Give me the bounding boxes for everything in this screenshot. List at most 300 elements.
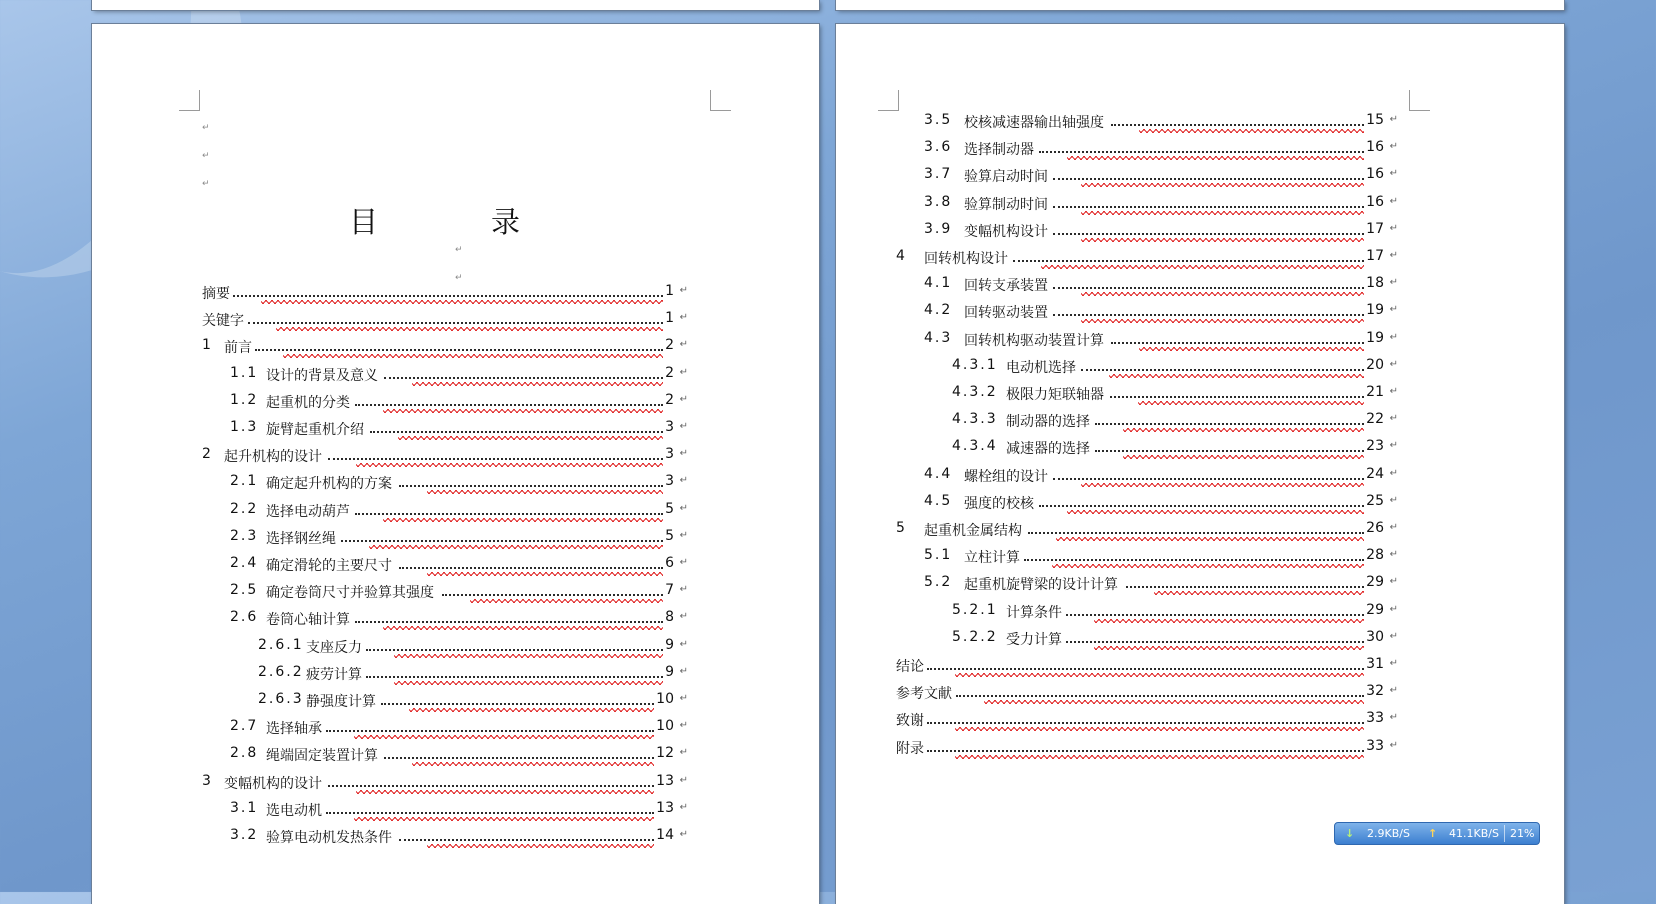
spellcheck-underline bbox=[394, 654, 663, 658]
toc-leader-dots bbox=[399, 831, 655, 841]
previous-page-right bbox=[836, 0, 1564, 10]
toc-entry[interactable] bbox=[896, 248, 1398, 268]
toc-entry-title: 立柱计算 bbox=[964, 550, 1020, 567]
toc-leader-dots bbox=[341, 532, 664, 542]
toc-entry[interactable] bbox=[230, 800, 688, 820]
toc-entry-title: 设计的背景及意义 bbox=[266, 367, 378, 384]
paragraph-mark: ↵ bbox=[1389, 386, 1398, 397]
spellcheck-underline bbox=[427, 844, 655, 848]
spellcheck-underline bbox=[1139, 129, 1364, 133]
paragraph-mark: ↵ bbox=[679, 720, 688, 732]
toc-entry-number: 3.1 bbox=[230, 799, 259, 816]
paragraph-mark: ↵ bbox=[679, 801, 688, 813]
paragraph-mark: ↵ bbox=[1389, 522, 1398, 533]
spellcheck-underline bbox=[1067, 156, 1365, 160]
toc-leader-dots bbox=[1053, 198, 1364, 208]
paragraph-mark: ↵ bbox=[455, 245, 463, 255]
toc-entry-number: 2.6 bbox=[230, 609, 259, 626]
toc-page-number: 3 bbox=[665, 419, 674, 435]
spellcheck-underline bbox=[412, 762, 654, 766]
toc-page-number: 13 bbox=[656, 772, 674, 789]
toc-entry[interactable] bbox=[924, 221, 1398, 241]
toc-entry[interactable] bbox=[896, 710, 1398, 730]
toc-page-number: 14 bbox=[656, 827, 674, 843]
spellcheck-underline bbox=[394, 681, 663, 685]
toc-leader-dots bbox=[399, 559, 664, 569]
paragraph-mark: ↵ bbox=[1389, 358, 1398, 370]
toc-entry[interactable] bbox=[258, 637, 688, 657]
spellcheck-underline bbox=[955, 673, 1364, 677]
toc-entry-number: 4.3 bbox=[924, 329, 953, 346]
spellcheck-underline bbox=[1041, 265, 1364, 269]
toc-entry-number: 4.3.1 bbox=[952, 356, 998, 373]
toc-leader-dots bbox=[1053, 279, 1364, 289]
toc-entry[interactable] bbox=[230, 582, 688, 602]
toc-leader-dots bbox=[927, 714, 1364, 724]
paragraph-mark: ↵ bbox=[679, 584, 688, 596]
spellcheck-underline bbox=[1081, 183, 1364, 187]
toc-entry[interactable] bbox=[202, 773, 688, 793]
spellcheck-underline bbox=[1081, 483, 1364, 487]
toc-leader-dots bbox=[384, 749, 654, 759]
toc-leader-dots bbox=[442, 586, 663, 596]
toc-page-number: 31 bbox=[1366, 656, 1384, 672]
toc-entry-title: 起重机金属结构 bbox=[924, 523, 1022, 539]
toc-page-number: 12 bbox=[656, 745, 674, 762]
toc-leader-dots bbox=[1095, 415, 1364, 425]
paragraph-mark: ↵ bbox=[679, 665, 688, 677]
toc-entry-title: 回转支承装置 bbox=[964, 278, 1048, 295]
toc-leader-dots bbox=[366, 668, 663, 678]
toc-entry[interactable] bbox=[924, 139, 1398, 159]
paragraph-mark: ↵ bbox=[679, 393, 688, 405]
toc-page-number: 7 bbox=[665, 582, 674, 599]
toc-leader-dots bbox=[1110, 388, 1365, 398]
spellcheck-underline bbox=[1081, 319, 1364, 323]
toc-entry-number: 3.5 bbox=[924, 112, 953, 128]
toc-leader-dots bbox=[355, 613, 663, 623]
toc-page-number: 6 bbox=[665, 555, 674, 571]
paragraph-mark: ↵ bbox=[679, 693, 688, 704]
toc-entry[interactable] bbox=[230, 392, 688, 412]
paragraph-mark: ↵ bbox=[1389, 413, 1398, 425]
paragraph-mark: ↵ bbox=[1389, 576, 1398, 588]
toc-entry-title: 摘要 bbox=[202, 286, 230, 302]
spellcheck-underline bbox=[409, 708, 655, 712]
spellcheck-underline bbox=[383, 518, 663, 522]
toc-entry-number: 2.7 bbox=[230, 718, 259, 735]
paragraph-mark: ↵ bbox=[679, 475, 688, 487]
toc-entry-number: 4.5 bbox=[924, 492, 953, 509]
toc-entry[interactable] bbox=[896, 656, 1398, 676]
paragraph-mark: ↵ bbox=[679, 611, 688, 623]
toc-leader-dots bbox=[366, 641, 663, 651]
toc-entry[interactable] bbox=[258, 691, 688, 711]
toc-page-number: 16 bbox=[1366, 139, 1384, 156]
paragraph-mark: ↵ bbox=[679, 421, 688, 432]
toc-entry[interactable] bbox=[952, 357, 1398, 377]
paragraph-mark: ↵ bbox=[1389, 250, 1398, 261]
toc-entry[interactable] bbox=[924, 194, 1398, 214]
toc-entry[interactable] bbox=[952, 384, 1398, 404]
toc-entry[interactable] bbox=[230, 473, 688, 493]
spellcheck-underline bbox=[955, 727, 1364, 731]
paragraph-mark: ↵ bbox=[1389, 277, 1398, 289]
toc-page-number: 21 bbox=[1366, 384, 1384, 400]
toc-page-number: 24 bbox=[1366, 465, 1384, 482]
toc-entry-number: 2 bbox=[202, 446, 213, 463]
divider bbox=[1504, 825, 1505, 842]
toc-entry-number: 4.3.3 bbox=[952, 411, 998, 428]
paragraph-mark: ↵ bbox=[679, 502, 688, 514]
toc-heading: 目 录 bbox=[348, 205, 562, 239]
toc-entry-title: 验算制动时间 bbox=[964, 196, 1048, 213]
toc-page-number: 29 bbox=[1366, 601, 1384, 618]
toc-page-number: 2 bbox=[665, 364, 674, 381]
toc-entry-title: 强度的校核 bbox=[964, 495, 1034, 512]
toc-entry-number: 4.3.2 bbox=[952, 384, 998, 400]
toc-entry-title: 绳端固定装置计算 bbox=[266, 748, 378, 765]
toc-entry[interactable] bbox=[230, 827, 688, 847]
spellcheck-underline bbox=[398, 436, 664, 440]
toc-leader-dots bbox=[1053, 306, 1364, 316]
toc-entry-number: 5 bbox=[896, 520, 907, 536]
toc-entry-title: 变幅机构设计 bbox=[964, 223, 1048, 240]
toc-entry-title: 确定起升机构的方案 bbox=[266, 476, 392, 493]
toc-entry-title: 回转驱动装置 bbox=[964, 305, 1048, 322]
paragraph-mark: ↵ bbox=[202, 151, 210, 161]
paragraph-mark: ↵ bbox=[1389, 304, 1398, 316]
document-page-left[interactable] bbox=[92, 24, 819, 904]
toc-page-number: 1 bbox=[665, 283, 674, 299]
toc-page-number: 13 bbox=[656, 799, 674, 816]
paragraph-mark: ↵ bbox=[1389, 494, 1398, 506]
paragraph-mark: ↵ bbox=[679, 638, 688, 650]
toc-entry[interactable] bbox=[952, 411, 1398, 431]
arrow-down-icon: ↓ bbox=[1345, 827, 1355, 840]
toc-page-number: 10 bbox=[656, 691, 674, 707]
spellcheck-underline bbox=[1081, 211, 1364, 215]
toc-entry-title: 参考文献 bbox=[896, 686, 952, 703]
toc-entry-number: 4.1 bbox=[924, 275, 953, 292]
paragraph-mark: ↵ bbox=[1389, 549, 1398, 561]
toc-entry-title: 制动器的选择 bbox=[1006, 414, 1090, 431]
toc-page-number: 32 bbox=[1366, 683, 1384, 700]
toc-entry-number: 3.6 bbox=[924, 139, 953, 156]
toc-page-number: 26 bbox=[1366, 520, 1384, 536]
toc-entry-title: 变幅机构的设计 bbox=[224, 775, 322, 792]
spellcheck-underline bbox=[1139, 347, 1364, 351]
paragraph-mark: ↵ bbox=[1389, 168, 1398, 180]
toc-leader-dots bbox=[399, 477, 664, 487]
toc-entry[interactable] bbox=[924, 275, 1398, 295]
arrow-up-icon: ↑ bbox=[1428, 827, 1438, 840]
spellcheck-underline bbox=[1081, 292, 1364, 296]
toc-entry[interactable] bbox=[924, 166, 1398, 186]
toc-page-number: 18 bbox=[1366, 275, 1384, 292]
spellcheck-underline bbox=[1123, 428, 1364, 432]
toc-entry-title: 致谢 bbox=[896, 713, 924, 730]
toc-entry[interactable] bbox=[896, 683, 1398, 703]
toc-entry[interactable] bbox=[202, 337, 688, 357]
toc-leader-dots bbox=[1081, 361, 1365, 371]
toc-entry-number: 3 bbox=[202, 772, 213, 789]
toc-entry-title: 前言 bbox=[224, 340, 252, 357]
toc-entry-title: 支座反力 bbox=[306, 639, 362, 656]
paragraph-mark: ↵ bbox=[1389, 195, 1398, 207]
toc-entry-title: 校核减速器输出轴强度 bbox=[964, 115, 1104, 131]
download-speed: 2.9KB/S bbox=[1367, 827, 1410, 840]
toc-page-number: 5 bbox=[665, 527, 674, 544]
toc-page-number: 19 bbox=[1366, 302, 1384, 319]
toc-entry-number: 4.2 bbox=[924, 302, 953, 319]
crop-mark-top-left bbox=[179, 90, 200, 111]
toc-leader-dots bbox=[1066, 633, 1364, 643]
toc-entry[interactable] bbox=[924, 466, 1398, 486]
toc-entry-title: 起重机旋臂梁的设计计算 bbox=[964, 577, 1118, 594]
previous-page-left bbox=[92, 0, 819, 10]
toc-page-number: 23 bbox=[1366, 438, 1384, 455]
paragraph-mark: ↵ bbox=[679, 312, 688, 324]
toc-entry-number: 2.8 bbox=[230, 745, 259, 762]
toc-entry-title: 关键字 bbox=[202, 313, 244, 330]
toc-leader-dots bbox=[1111, 334, 1364, 344]
toc-page-number: 28 bbox=[1366, 547, 1384, 564]
toc-entry[interactable] bbox=[952, 602, 1398, 622]
toc-leader-dots bbox=[248, 314, 664, 324]
toc-entry[interactable] bbox=[924, 574, 1398, 594]
toc-entry-number: 1.3 bbox=[230, 419, 259, 435]
paragraph-mark: ↵ bbox=[1389, 222, 1398, 234]
spellcheck-underline bbox=[261, 300, 663, 304]
paragraph-mark: ↵ bbox=[1389, 712, 1398, 724]
spellcheck-underline bbox=[427, 572, 664, 576]
toc-page-number: 29 bbox=[1366, 574, 1384, 591]
toc-entry-number: 5.2 bbox=[924, 574, 953, 591]
toc-page-number: 15 bbox=[1366, 112, 1384, 128]
toc-page-number: 10 bbox=[656, 718, 674, 735]
toc-entry-number: 2.6.2 bbox=[258, 663, 304, 680]
toc-entry-title: 减速器的选择 bbox=[1006, 441, 1090, 458]
toc-entry[interactable] bbox=[924, 493, 1398, 513]
toc-leader-dots bbox=[927, 742, 1364, 752]
toc-leader-dots bbox=[384, 369, 663, 379]
toc-page-number: 16 bbox=[1366, 193, 1384, 210]
toc-page-number: 8 bbox=[665, 609, 674, 626]
paragraph-mark: ↵ bbox=[1389, 630, 1398, 642]
spellcheck-underline bbox=[427, 490, 664, 494]
toc-entry-title: 确定滑轮的主要尺寸 bbox=[266, 558, 392, 574]
toc-entry-number: 2.6.3 bbox=[258, 691, 304, 707]
toc-entry-number: 3.2 bbox=[230, 827, 259, 843]
spellcheck-underline bbox=[383, 626, 663, 630]
toc-page-number: 33 bbox=[1366, 710, 1384, 727]
toc-page-number: 1 bbox=[665, 310, 674, 327]
toc-entry[interactable] bbox=[952, 438, 1398, 458]
toc-leader-dots bbox=[927, 660, 1364, 670]
paragraph-mark: ↵ bbox=[1389, 440, 1398, 452]
toc-entry-title: 起重机的分类 bbox=[266, 394, 350, 411]
toc-entry-number: 2.1 bbox=[230, 473, 259, 490]
toc-entry-number: 3.8 bbox=[924, 193, 953, 210]
toc-entry-title: 电动机选择 bbox=[1006, 359, 1076, 376]
toc-page-number: 22 bbox=[1366, 411, 1384, 428]
toc-entry-title: 极限力矩联轴器 bbox=[1006, 387, 1104, 403]
toc-page-number: 3 bbox=[665, 473, 674, 490]
paragraph-mark: ↵ bbox=[679, 448, 688, 460]
paragraph-mark: ↵ bbox=[679, 285, 688, 296]
spellcheck-underline bbox=[369, 545, 664, 549]
toc-leader-dots bbox=[1053, 225, 1364, 235]
toc-leader-dots bbox=[328, 777, 655, 787]
toc-entry-number: 2.4 bbox=[230, 555, 259, 571]
toc-entry-number: 1 bbox=[202, 337, 213, 354]
document-page-right[interactable] bbox=[836, 24, 1564, 904]
toc-entry-number: 2.6.1 bbox=[258, 636, 304, 653]
spellcheck-underline bbox=[984, 700, 1364, 704]
toc-entry-number: 5.1 bbox=[924, 547, 953, 564]
toc-entry-number: 4.3.4 bbox=[952, 438, 998, 455]
toc-entry[interactable] bbox=[230, 365, 688, 385]
toc-leader-dots bbox=[1024, 551, 1364, 561]
toc-leader-dots bbox=[381, 695, 655, 705]
toc-leader-dots bbox=[233, 287, 663, 297]
toc-entry[interactable] bbox=[230, 609, 688, 629]
toc-page-number: 33 bbox=[1366, 737, 1384, 754]
toc-entry-number: 4 bbox=[896, 248, 907, 264]
usage-percent: 21% bbox=[1510, 827, 1535, 840]
toc-entry[interactable] bbox=[924, 302, 1398, 322]
spellcheck-underline bbox=[1094, 619, 1364, 623]
toc-entry-number: 1.1 bbox=[230, 364, 259, 381]
upload-speed: 41.1KB/S bbox=[1449, 827, 1499, 840]
toc-entry-title: 附录 bbox=[896, 740, 924, 757]
toc-entry-title: 选择制动器 bbox=[964, 142, 1034, 159]
toc-entry[interactable] bbox=[230, 528, 688, 548]
toc-page-number: 5 bbox=[665, 500, 674, 517]
crop-mark-top-right bbox=[1409, 90, 1430, 111]
toc-entry[interactable] bbox=[952, 629, 1398, 649]
spellcheck-underline bbox=[470, 599, 663, 603]
toc-entry-number: 5.2.1 bbox=[952, 601, 998, 618]
spellcheck-underline bbox=[1123, 455, 1364, 459]
toc-leader-dots bbox=[355, 396, 663, 406]
paragraph-mark: ↵ bbox=[679, 339, 688, 351]
spellcheck-underline bbox=[356, 463, 664, 467]
toc-entry[interactable] bbox=[202, 283, 688, 303]
paragraph-mark: ↵ bbox=[679, 529, 688, 541]
toc-entry-title: 验算电动机发热条件 bbox=[266, 830, 392, 846]
toc-entry[interactable] bbox=[202, 446, 688, 466]
toc-leader-dots bbox=[1126, 578, 1365, 588]
toc-entry-number: 3.9 bbox=[924, 220, 953, 237]
paragraph-mark: ↵ bbox=[679, 366, 688, 378]
toc-entry-title: 选择电动葫芦 bbox=[266, 503, 350, 520]
spellcheck-underline bbox=[356, 790, 655, 794]
toc-entry-number: 4.4 bbox=[924, 465, 953, 482]
paragraph-mark: ↵ bbox=[679, 557, 688, 568]
toc-entry-number: 2.2 bbox=[230, 500, 259, 517]
toc-leader-dots bbox=[326, 722, 654, 732]
toc-leader-dots bbox=[1053, 170, 1364, 180]
toc-entry-title: 选择轴承 bbox=[266, 721, 322, 738]
spellcheck-underline bbox=[383, 409, 663, 413]
toc-entry[interactable] bbox=[924, 112, 1398, 132]
toc-page-number: 25 bbox=[1366, 492, 1384, 509]
toc-entry-title: 起升机构的设计 bbox=[224, 449, 322, 466]
toc-entry[interactable] bbox=[230, 745, 688, 765]
paragraph-mark: ↵ bbox=[1389, 331, 1398, 343]
toc-entry[interactable] bbox=[258, 664, 688, 684]
toc-entry-title: 受力计算 bbox=[1006, 631, 1062, 648]
spellcheck-underline bbox=[1154, 591, 1365, 595]
toc-entry-title: 验算启动时间 bbox=[964, 169, 1048, 186]
toc-entry[interactable] bbox=[230, 718, 688, 738]
spellcheck-underline bbox=[283, 354, 663, 358]
toc-page-number: 19 bbox=[1366, 329, 1384, 346]
paragraph-mark: ↵ bbox=[1389, 739, 1398, 751]
toc-leader-dots bbox=[1039, 497, 1365, 507]
toc-entry-number: 2.3 bbox=[230, 527, 259, 544]
toc-leader-dots bbox=[1013, 252, 1364, 262]
toc-entry[interactable] bbox=[896, 520, 1398, 540]
toc-page-number: 17 bbox=[1366, 248, 1384, 264]
paragraph-mark: ↵ bbox=[202, 123, 210, 133]
toc-page-number: 17 bbox=[1366, 220, 1384, 237]
toc-entry[interactable] bbox=[230, 555, 688, 575]
crop-mark-top-left bbox=[878, 90, 899, 111]
toc-entry[interactable] bbox=[896, 738, 1398, 758]
crop-mark-top-right bbox=[710, 90, 731, 111]
toc-entry[interactable] bbox=[924, 547, 1398, 567]
toc-leader-dots bbox=[956, 687, 1364, 697]
paragraph-mark: ↵ bbox=[679, 747, 688, 759]
toc-entry[interactable] bbox=[924, 330, 1398, 350]
toc-page-number: 30 bbox=[1366, 628, 1384, 645]
spellcheck-underline bbox=[354, 735, 654, 739]
spellcheck-underline bbox=[1109, 374, 1365, 378]
toc-entry[interactable] bbox=[230, 419, 688, 439]
toc-entry-number: 5.2.2 bbox=[952, 628, 998, 645]
toc-leader-dots bbox=[370, 423, 664, 433]
toc-entry-title: 选电动机 bbox=[266, 802, 322, 819]
network-speed-widget[interactable] bbox=[1334, 822, 1540, 845]
toc-entry-title: 卷筒心轴计算 bbox=[266, 612, 350, 629]
spellcheck-underline bbox=[1067, 510, 1365, 514]
toc-page-number: 2 bbox=[665, 391, 674, 408]
toc-leader-dots bbox=[255, 341, 663, 351]
toc-page-number: 16 bbox=[1366, 166, 1384, 183]
toc-entry[interactable] bbox=[202, 310, 688, 330]
spellcheck-underline bbox=[1056, 537, 1365, 541]
spellcheck-underline bbox=[955, 755, 1364, 759]
toc-entry[interactable] bbox=[230, 501, 688, 521]
toc-entry-title: 疲劳计算 bbox=[306, 666, 362, 683]
toc-entry-number: 3.7 bbox=[924, 166, 953, 183]
spellcheck-underline bbox=[1138, 401, 1365, 405]
spellcheck-underline bbox=[1094, 646, 1364, 650]
toc-entry-number: 2.5 bbox=[230, 582, 259, 599]
paragraph-mark: ↵ bbox=[679, 774, 688, 786]
paragraph-mark: ↵ bbox=[1389, 467, 1398, 479]
toc-page-number: 2 bbox=[665, 337, 674, 354]
toc-page-number: 9 bbox=[665, 636, 674, 653]
paragraph-mark: ↵ bbox=[1389, 685, 1398, 697]
toc-leader-dots bbox=[1095, 442, 1364, 452]
toc-entry-title: 回转机构设计 bbox=[924, 251, 1008, 267]
paragraph-mark: ↵ bbox=[679, 829, 688, 840]
toc-leader-dots bbox=[355, 505, 663, 515]
